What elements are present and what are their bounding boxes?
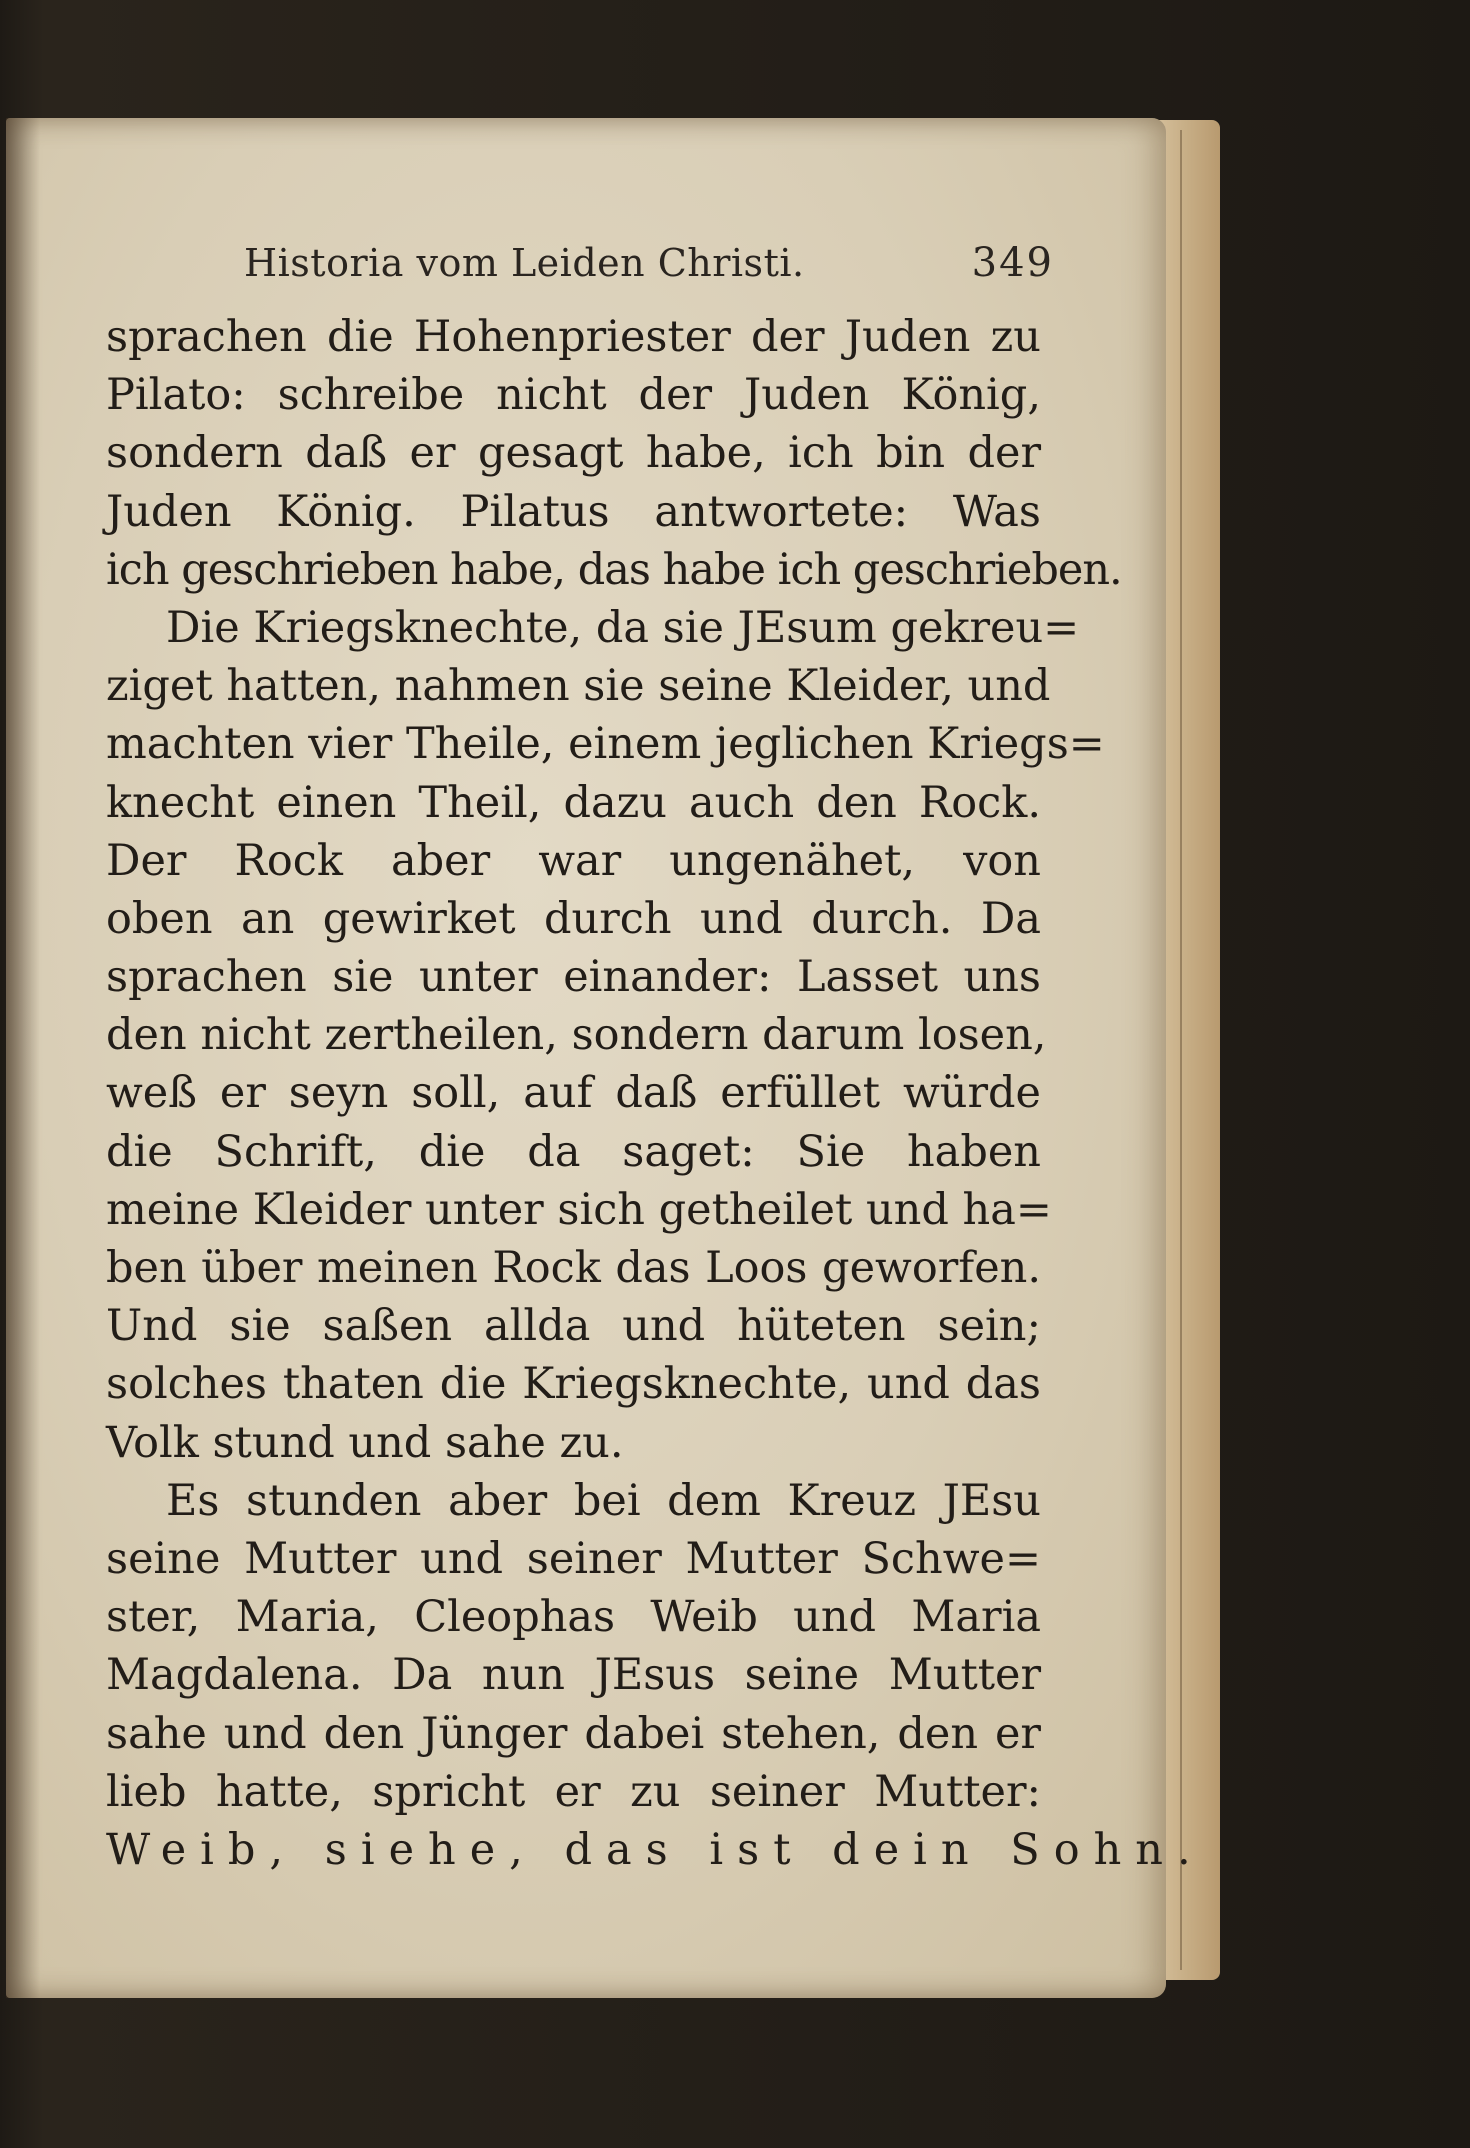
text-line: Die Kriegsknechte, da sie JEsum gekreu= <box>166 602 1080 653</box>
running-head <box>244 233 1054 293</box>
text-line: Weib, siehe, das ist dein Sohn. <box>106 1824 1205 1875</box>
running-title: Historia vom Leiden Christi. <box>244 241 805 285</box>
text-line: Und sie saßen allda und hüteten sein; <box>106 1301 1041 1352</box>
text-line: Juden König. Pilatus antwortete: Was <box>106 486 1041 537</box>
page-number: 349 <box>971 240 1054 286</box>
text-line: ster, Maria, Cleophas Weib und Maria <box>106 1592 1041 1643</box>
edge-line <box>1180 130 1182 1970</box>
text-line: oben an gewirket durch und durch. Da <box>106 893 1041 944</box>
book-page <box>6 118 1205 1998</box>
text-line: ben über meinen Rock das Loos geworfen. <box>106 1243 1041 1293</box>
text-line: sprachen sie unter einander: Lasset uns <box>106 952 1041 1003</box>
text-line: seine Mutter und seiner Mutter Schwe= <box>106 1533 1041 1584</box>
text-line: knecht einen Theil, dazu auch den Rock. <box>106 777 1041 828</box>
page-gutter <box>6 118 40 1998</box>
text-line: die Schrift, die da saget: Sie haben <box>106 1126 1041 1177</box>
body-text <box>106 308 1205 1879</box>
text-line: Es stunden aber bei dem Kreuz JEsu <box>166 1475 1041 1526</box>
text-line: den nicht zertheilen, sondern darum losen, <box>106 1010 1047 1061</box>
text-line: solches thaten die Kriegsknechte, und das <box>106 1359 1041 1410</box>
text-line: sondern daß er gesagt habe, ich bin der <box>106 428 1041 479</box>
text-line: Magdalena. Da nun JEsus seine Mutter <box>106 1650 1041 1701</box>
text-line: machten vier Theile, einem jeglichen Kriegs= <box>106 719 1105 770</box>
text-line: weß er seyn soll, auf daß erfüllet würde <box>106 1068 1041 1119</box>
text-line: ziget hatten, nahmen sie seine Kleider, und <box>106 661 1051 712</box>
text-line: Der Rock aber war ungenähet, von <box>106 835 1041 886</box>
text-line: ich geschrieben habe, das habe ich geschrieben. <box>106 544 1122 595</box>
text-line: sahe und den Jünger dabei stehen, den er <box>106 1708 1041 1759</box>
text-line: Volk stund und sahe zu. <box>106 1417 624 1468</box>
text-line: lieb hatte, spricht er zu seiner Mutter: <box>106 1766 1041 1817</box>
text-line: meine Kleider unter sich getheilet und ha= <box>106 1184 1052 1235</box>
text-line: Pilato: schreibe nicht der Juden König, <box>106 370 1041 421</box>
text-line: sprachen die Hohenpriester der Juden zu <box>106 312 1041 362</box>
